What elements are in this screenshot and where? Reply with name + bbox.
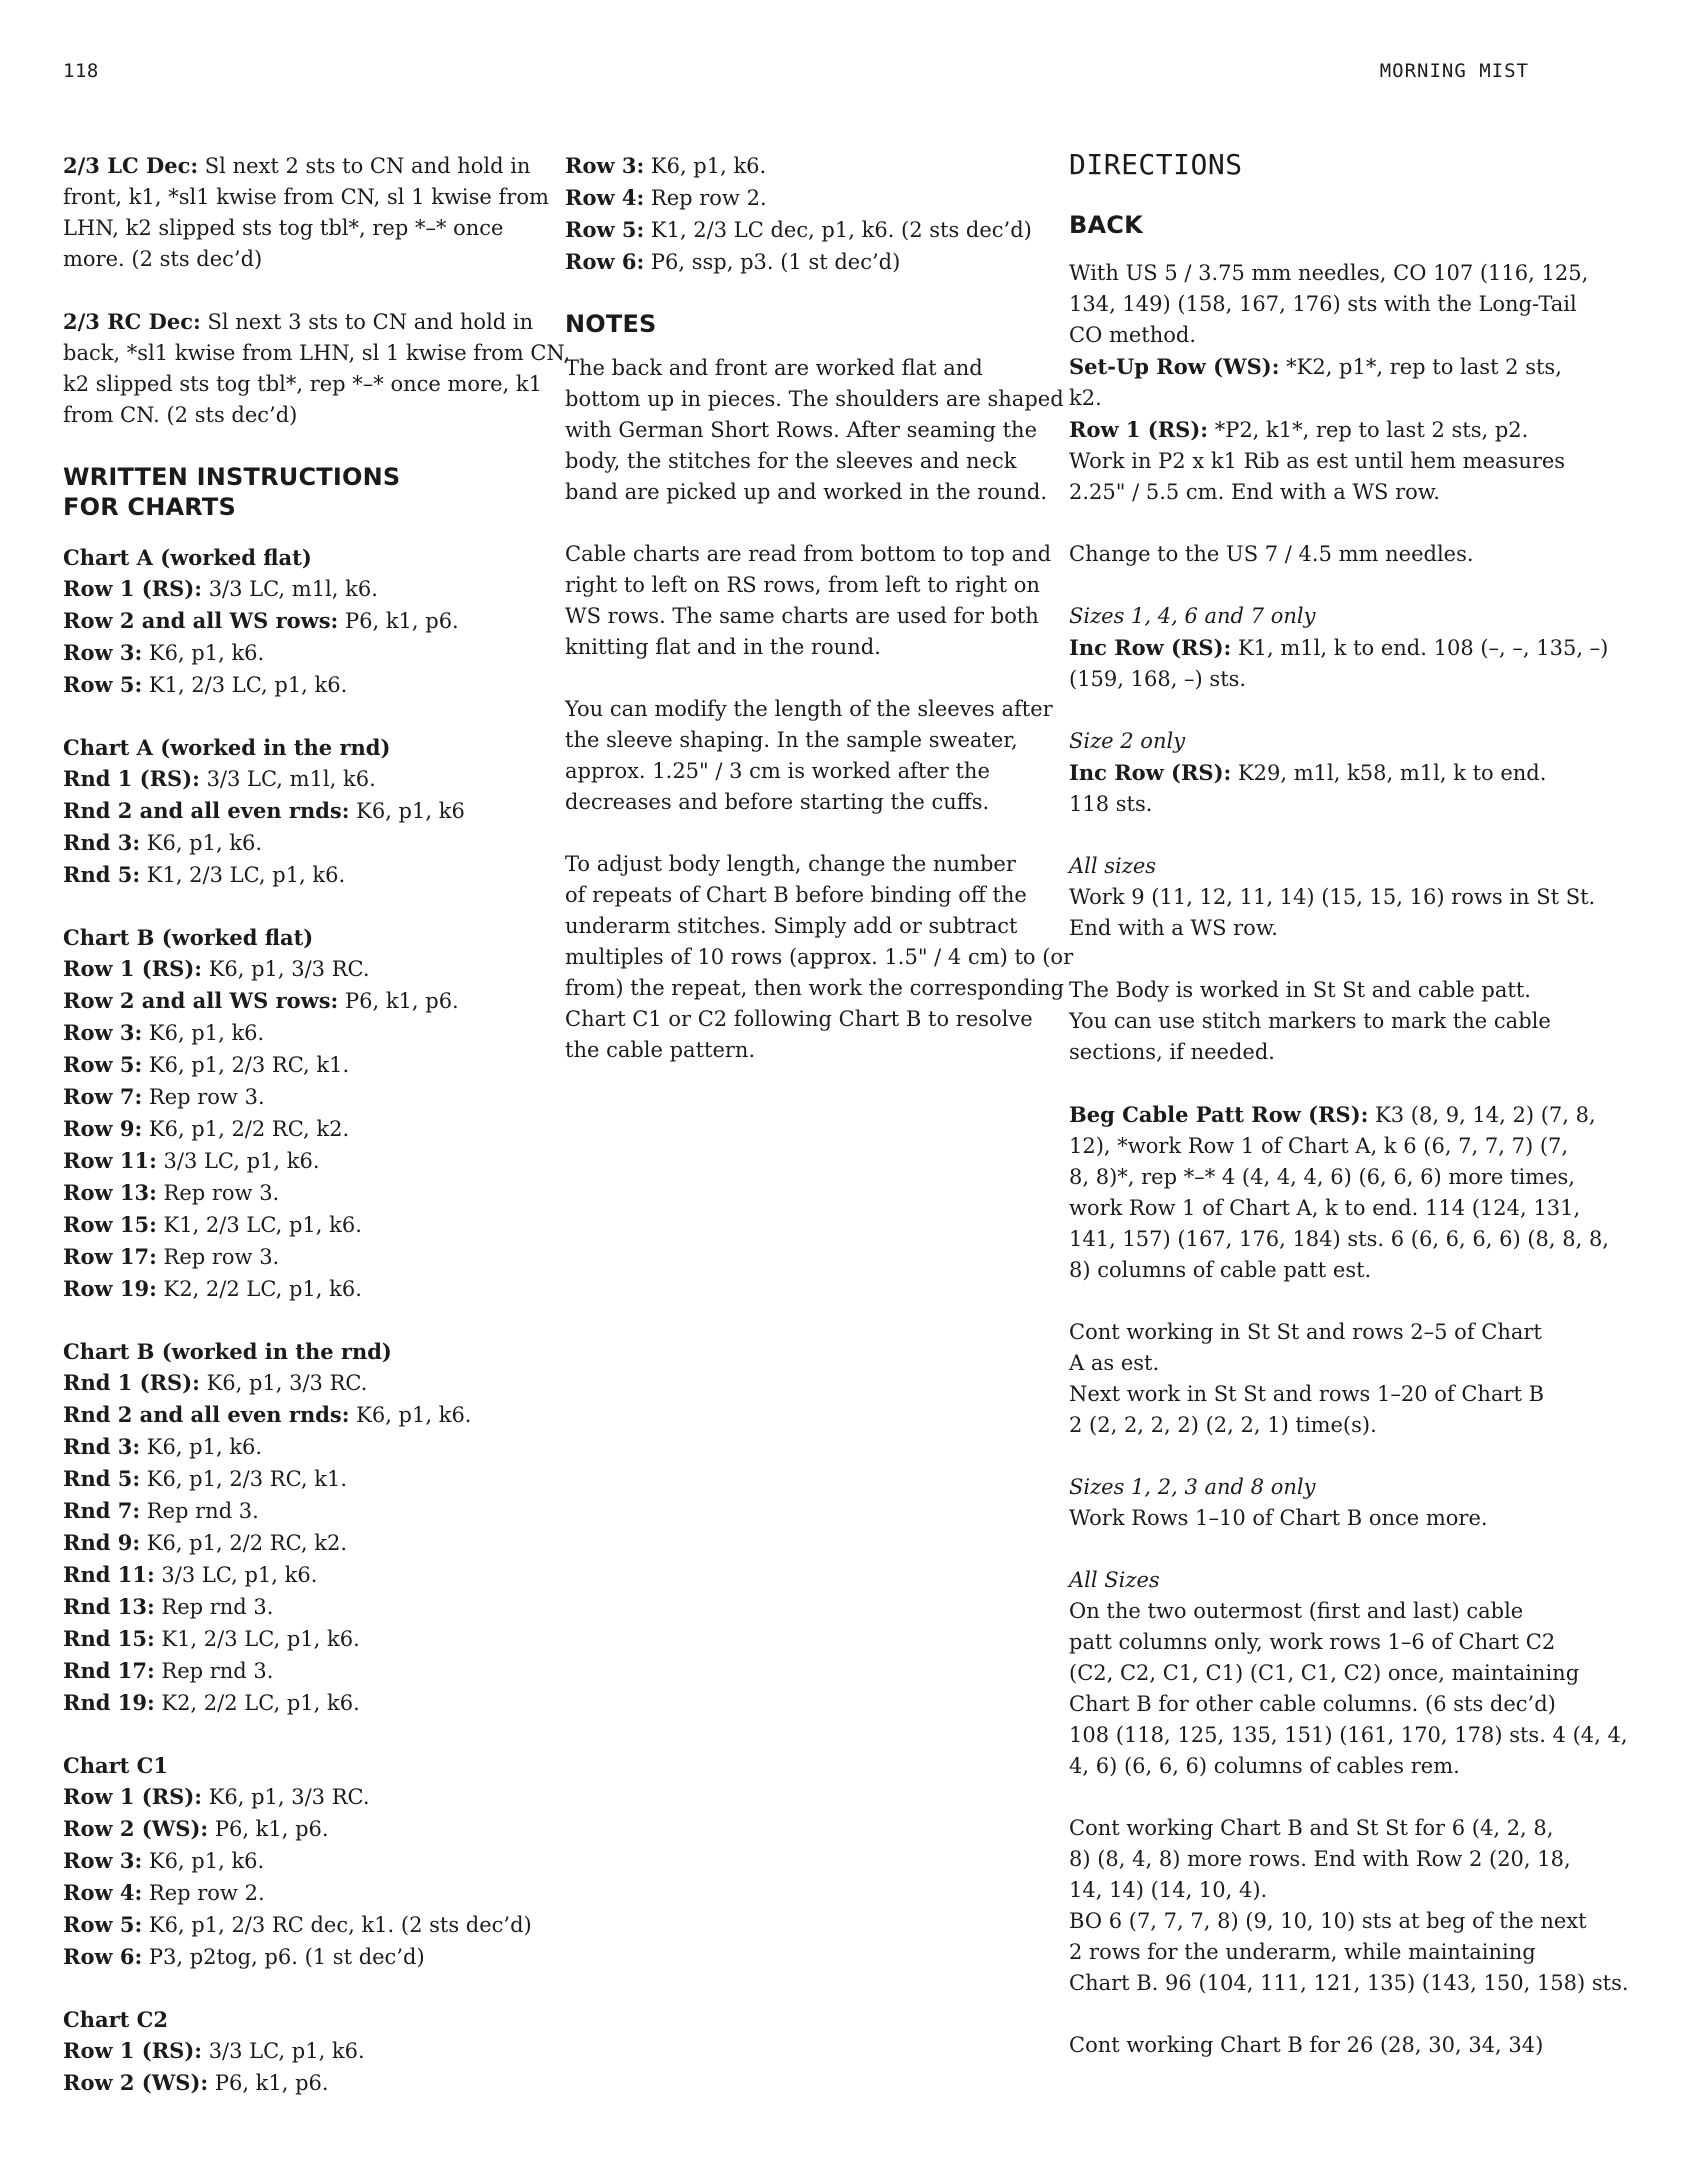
- instruction-row: [63, 1559, 525, 1591]
- text: *K2, p1*, rep to last 2 sts,: [1279, 355, 1562, 379]
- row-label: Row 2 (WS):: [63, 1816, 209, 1841]
- text-line: 2 (2, 2, 2, 2) (2, 2, 1) time(s).: [1069, 1413, 1377, 1437]
- instruction-row: [63, 1591, 525, 1623]
- sizes-1467-block: [1069, 601, 1609, 695]
- row-label: Row 1 (RS):: [1069, 417, 1209, 442]
- text-line: back, *sl1 kwise from LHN, sl 1 kwise from CN,: [63, 341, 571, 365]
- section-heading-notes: NOTES: [565, 310, 657, 338]
- text-line: 2 rows for the underarm, while maintaining: [1069, 1940, 1536, 1964]
- row-text: K1, 2/3 LC, p1, k6.: [156, 1213, 362, 1237]
- chart-title: Chart B (worked in the rnd): [63, 1339, 392, 1364]
- instruction-row: [63, 953, 525, 985]
- row-label: Rnd 11:: [63, 1562, 155, 1587]
- instruction-row: [63, 1877, 525, 1909]
- text-line: the cable pattern.: [565, 1038, 756, 1062]
- chart-c2: [63, 2004, 525, 2099]
- row-label: Row 9:: [63, 1116, 143, 1141]
- row-label: Row 5:: [63, 672, 143, 697]
- text-line: Work in P2 x k1 Rib as est until hem measures: [1069, 449, 1566, 473]
- chart-c1: [63, 1750, 532, 1973]
- text: *P2, k1*, rep to last 2 sts, p2.: [1208, 418, 1529, 442]
- text-line: from CN. (2 sts dec’d): [63, 403, 298, 427]
- row-label: Row 3:: [565, 153, 645, 178]
- sizes-1238-block: [1069, 1472, 1549, 1534]
- text-line: 8, 8)*, rep *–* 4 (4, 4, 4, 6) (6, 6, 6) more times,: [1069, 1165, 1575, 1189]
- section-heading-back: BACK: [1069, 211, 1143, 239]
- chart-title: Chart A (worked in the rnd): [63, 735, 391, 760]
- row-label: Row 13:: [63, 1180, 157, 1205]
- instruction-row: [565, 246, 1045, 278]
- row-label: Row 1 (RS):: [63, 576, 203, 601]
- chart-b-rnd: [63, 1336, 525, 1719]
- instruction-row: [63, 1241, 525, 1273]
- text-line: decreases and before starting the cuffs.: [565, 790, 990, 814]
- text-line: knitting flat and in the round.: [565, 635, 881, 659]
- row-label: Rnd 2 and all even rnds:: [63, 1402, 350, 1427]
- text-line: Chart B. 96 (104, 111, 121, 135) (143, 150, 158) sts.: [1069, 1971, 1629, 1995]
- row-text: 3/3 LC, p1, k6.: [202, 2039, 365, 2063]
- row-text: P6, k1, p6.: [208, 1817, 329, 1841]
- row-text: K6, p1, 3/3 RC.: [199, 1371, 368, 1395]
- text-line: the sleeve shaping. In the sample sweater,: [565, 728, 1018, 752]
- text-line: BO 6 (7, 7, 7, 8) (9, 10, 10) sts at beg of the next: [1069, 1909, 1587, 1933]
- instruction-row: [63, 1049, 525, 1081]
- chart-title: Chart C1: [63, 1753, 168, 1778]
- text-line: The back and front are worked flat and: [565, 356, 983, 380]
- row-text: K6, p1, 3/3 RC.: [202, 1785, 370, 1809]
- final-line: Cont working Chart B for 26 (28, 30, 34, 34): [1069, 2033, 1544, 2057]
- row-label: Row 2 and all WS rows:: [63, 608, 339, 633]
- text-line: multiples of 10 rows (approx. 1.5" / 4 cm) to (or: [565, 945, 1074, 969]
- row-label: Row 4:: [565, 185, 645, 210]
- instruction-row: [63, 1273, 525, 1305]
- size-note: Size 2 only: [1069, 729, 1186, 753]
- row-text: P6, k1, p6.: [338, 989, 459, 1013]
- notes-paragraph-3: [565, 694, 1053, 818]
- row-text: P6, k1, p6.: [208, 2071, 329, 2095]
- text-line: Work Rows 1–10 of Chart B once more.: [1069, 1506, 1488, 1530]
- row-label: Rnd 5:: [63, 862, 141, 887]
- row-label: Rnd 1 (RS):: [63, 766, 200, 791]
- text-line: Chart C1 or C2 following Chart B to resolve: [565, 1007, 1033, 1031]
- row-label: Row 6:: [565, 249, 645, 274]
- cast-on-block: [1069, 258, 1589, 508]
- cont-chart-b-block: [1069, 1813, 1629, 1999]
- row-label: Beg Cable Patt Row (RS):: [1069, 1102, 1369, 1127]
- instruction-row: [565, 214, 1045, 246]
- column-left: [63, 150, 571, 2130]
- cont-working-block: [1069, 1317, 1549, 1441]
- row-label: Rnd 2 and all even rnds:: [63, 798, 350, 823]
- text-line: 8) (8, 4, 8) more rows. End with Row 2 (20, 18,: [1069, 1847, 1571, 1871]
- rc-dec-definition: [63, 306, 571, 431]
- row-label: Rnd 3:: [63, 1434, 141, 1459]
- text-line: On the two outermost (first and last) cable: [1069, 1599, 1524, 1623]
- term: 2/3 RC Dec:: [63, 309, 201, 334]
- row-text: 3/3 LC, p1, k6.: [154, 1563, 318, 1587]
- notes-paragraph-2: [565, 539, 1052, 663]
- row-text: Rep rnd 3.: [140, 1499, 259, 1523]
- text-line: Cont working in St St and rows 2–5 of Chart: [1069, 1320, 1542, 1344]
- size-note: All sizes: [1069, 854, 1157, 878]
- text-line: 108 (118, 125, 135, 151) (161, 170, 178) sts. 4 (4, 4,: [1069, 1723, 1628, 1747]
- row-text: Rep row 2.: [644, 186, 767, 210]
- row-text: P6, ssp, p3. (1 st dec’d): [644, 250, 901, 274]
- row-label: Row 11:: [63, 1148, 157, 1173]
- row-text: K2, 2/2 LC, p1, k6.: [156, 1277, 362, 1301]
- instruction-row: [63, 1177, 525, 1209]
- text: K3 (8, 9, 14, 2) (7, 8,: [1368, 1103, 1596, 1127]
- row-label: Row 2 and all WS rows:: [63, 988, 339, 1013]
- row-label: Inc Row (RS):: [1069, 760, 1232, 785]
- term: 2/3 LC Dec:: [63, 153, 199, 178]
- instruction-row: [63, 1399, 525, 1431]
- column-right: [1069, 148, 1629, 2092]
- row-text: K6, p1, k6.: [142, 1021, 265, 1045]
- row-label: Row 1 (RS):: [63, 956, 203, 981]
- text-line: from) the repeat, then work the corresponding: [565, 976, 1065, 1000]
- row-text: K6, p1, 2/3 RC, k1.: [142, 1053, 350, 1077]
- row-text: Rep row 2.: [142, 1881, 265, 1905]
- row-text: K1, 2/3 LC, p1, k6.: [142, 673, 348, 697]
- row-label: Row 6:: [63, 1944, 143, 1969]
- instruction-row: [63, 1527, 525, 1559]
- text-line: Cont working Chart B and St St for 6 (4, 2, 8,: [1069, 1816, 1554, 1840]
- row-label: Rnd 3:: [63, 830, 141, 855]
- all-sizes-block-2: [1069, 1565, 1628, 1782]
- row-text: K6, p1, k6.: [349, 1403, 472, 1427]
- row-text: K6, p1, k6: [349, 799, 465, 823]
- text-line: k2 slipped sts tog tbl*, rep *–* once more, k1: [63, 372, 542, 396]
- text-line: A as est.: [1069, 1351, 1160, 1375]
- text-line: right to left on RS rows, from left to right on: [565, 573, 1040, 597]
- row-label: Row 4:: [63, 1880, 143, 1905]
- row-text: K6, p1, 2/2 RC, k2.: [140, 1531, 348, 1555]
- text-line: k2.: [1069, 386, 1102, 410]
- instruction-row: [63, 669, 525, 701]
- row-label: Rnd 17:: [63, 1658, 155, 1683]
- chart-b-flat: [63, 922, 525, 1305]
- row-label: Row 5:: [565, 217, 645, 242]
- row-text: Rep row 3.: [156, 1181, 280, 1205]
- row-text: K6, p1, k6.: [142, 1849, 265, 1873]
- row-label: Row 7:: [63, 1084, 143, 1109]
- instruction-row: [63, 2035, 525, 2067]
- text-line: LHN, k2 slipped sts tog tbl*, rep *–* once: [63, 216, 504, 240]
- instruction-row: [63, 763, 525, 795]
- text-line: To adjust body length, change the number: [565, 852, 1016, 876]
- text-line: band are picked up and worked in the round.: [565, 480, 1048, 504]
- change-needles: Change to the US 7 / 4.5 mm needles.: [1069, 542, 1474, 566]
- text-line: 118 sts.: [1069, 792, 1153, 816]
- chart-c2-continued: [565, 150, 1045, 278]
- row-text: K6, p1, k6.: [644, 154, 767, 178]
- row-label: Rnd 1 (RS):: [63, 1370, 200, 1395]
- row-label: Row 1 (RS):: [63, 1784, 203, 1809]
- row-label: Rnd 9:: [63, 1530, 141, 1555]
- row-text: P6, k1, p6.: [338, 609, 459, 633]
- row-text: K6, p1, 2/3 RC dec, k1. (2 sts dec’d): [142, 1913, 532, 1937]
- notes-paragraph-1: [565, 353, 1064, 508]
- text-line: bottom up in pieces. The shoulders are shaped: [565, 387, 1064, 411]
- text-line: End with a WS row.: [1069, 916, 1278, 940]
- instruction-row: [63, 573, 525, 605]
- size-note: Sizes 1, 2, 3 and 8 only: [1069, 1475, 1316, 1499]
- instruction-row: [63, 2067, 525, 2099]
- text-line: You can modify the length of the sleeves after: [565, 697, 1053, 721]
- section-heading-directions: DIRECTIONS: [1069, 148, 1243, 181]
- row-label: Rnd 7:: [63, 1498, 141, 1523]
- text-line: Next work in St St and rows 1–20 of Chart B: [1069, 1382, 1545, 1406]
- lc-dec-definition: [63, 150, 549, 275]
- row-text: K6, p1, 2/2 RC, k2.: [142, 1117, 350, 1141]
- text-line: 134, 149) (158, 167, 176) sts with the Long-Tail: [1069, 292, 1577, 316]
- all-sizes-block-1: [1069, 851, 1596, 944]
- row-text: K1, 2/3 LC, p1, k6.: [154, 1627, 360, 1651]
- instruction-row: [63, 827, 525, 859]
- row-text: Rep row 3.: [156, 1245, 280, 1269]
- row-label: Row 3:: [63, 1020, 143, 1045]
- instruction-row: [63, 1431, 525, 1463]
- instruction-row: [63, 605, 525, 637]
- size-note: All Sizes: [1069, 1568, 1160, 1592]
- row-label: Row 15:: [63, 1212, 157, 1237]
- instruction-row: [63, 795, 525, 827]
- text: K1, m1l, k to end. 108 (–, –, 135, –): [1231, 636, 1609, 660]
- text-line: of repeats of Chart B before binding off the: [565, 883, 1027, 907]
- row-label: Rnd 13:: [63, 1594, 155, 1619]
- instruction-row: [63, 1909, 532, 1941]
- row-label: Row 1 (RS):: [63, 2038, 203, 2063]
- text-line: (C2, C2, C1, C1) (C1, C1, C2) once, maintaining: [1069, 1661, 1580, 1685]
- text-line: The Body is worked in St St and cable patt.: [1069, 978, 1531, 1002]
- row-label: Row 17:: [63, 1244, 157, 1269]
- row-text: K1, 2/3 LC dec, p1, k6. (2 sts dec’d): [644, 218, 1032, 242]
- text-line: body, the stitches for the sleeves and neck: [565, 449, 1017, 473]
- text-line: work Row 1 of Chart A, k to end. 114 (124, 131,: [1069, 1196, 1581, 1220]
- text-line: patt columns only, work rows 1–6 of Chart C2: [1069, 1630, 1556, 1654]
- row-text: K1, 2/3 LC, p1, k6.: [140, 863, 346, 887]
- text-line: 141, 157) (167, 176, 184) sts. 6 (6, 6, 6, 6) (8, 8, 8,: [1069, 1227, 1609, 1251]
- row-label: Rnd 19:: [63, 1690, 155, 1715]
- text-line: You can use stitch markers to mark the cable: [1069, 1009, 1551, 1033]
- row-label: Row 5:: [63, 1052, 143, 1077]
- row-text: 3/3 LC, m1l, k6.: [199, 767, 376, 791]
- text-line: With US 5 / 3.75 mm needles, CO 107 (116, 125,: [1069, 261, 1589, 285]
- section-heading-written-instructions: WRITTEN INSTRUCTIONS FOR CHARTS: [63, 463, 401, 521]
- instruction-row: [63, 1209, 525, 1241]
- instruction-row: [63, 859, 525, 891]
- row-label: Row 3:: [63, 1848, 143, 1873]
- text-line: Work 9 (11, 12, 11, 14) (15, 15, 16) rows in St St.: [1069, 885, 1596, 909]
- row-text: K6, p1, k6.: [142, 641, 265, 665]
- chart-a-rnd: [63, 732, 525, 891]
- instruction-row: [63, 1145, 525, 1177]
- row-label: Rnd 5:: [63, 1466, 141, 1491]
- text-line: more. (2 sts dec’d): [63, 247, 263, 271]
- column-middle: [565, 150, 1074, 1097]
- row-label: Set-Up Row (WS):: [1069, 354, 1280, 379]
- row-label: Row 5:: [63, 1912, 143, 1937]
- instruction-row: [63, 1845, 525, 1877]
- row-text: K6, p1, 3/3 RC.: [202, 957, 370, 981]
- row-text: Rep rnd 3.: [154, 1595, 274, 1619]
- row-text: Rep row 3.: [142, 1085, 265, 1109]
- row-text: 3/3 LC, m1l, k6.: [202, 577, 378, 601]
- row-label: Row 3:: [63, 640, 143, 665]
- row-text: P3, p2tog, p6. (1 st dec’d): [142, 1945, 425, 1969]
- instruction-row: [63, 985, 525, 1017]
- text-line: Cable charts are read from bottom to top and: [565, 542, 1052, 566]
- instruction-row: [63, 1017, 525, 1049]
- instruction-row: [63, 1941, 525, 1973]
- row-text: K6, p1, k6.: [140, 1435, 263, 1459]
- text-line: 8) columns of cable patt est.: [1069, 1258, 1372, 1282]
- text-line: WS rows. The same charts are used for both: [565, 604, 1039, 628]
- row-text: Rep rnd 3.: [154, 1659, 274, 1683]
- row-label: Row 19:: [63, 1276, 157, 1301]
- text-line: approx. 1.25" / 3 cm is worked after the: [565, 759, 990, 783]
- text-line: Chart B for other cable columns. (6 sts dec’d): [1069, 1692, 1556, 1716]
- row-text: 3/3 LC, p1, k6.: [156, 1149, 320, 1173]
- size-2-block: [1069, 726, 1549, 820]
- instruction-row: [565, 182, 1045, 214]
- row-text: K6, p1, k6.: [140, 831, 263, 855]
- instruction-row: [565, 150, 1045, 182]
- instruction-row: [63, 1113, 525, 1145]
- beg-lines: [1069, 1131, 1609, 1286]
- text-line: underarm stitches. Simply add or subtract: [565, 914, 1018, 938]
- size-note: Sizes 1, 4, 6 and 7 only: [1069, 604, 1316, 628]
- text-line: (159, 168, –) sts.: [1069, 667, 1247, 691]
- text-line: 4, 6) (6, 6, 6) columns of cables rem.: [1069, 1754, 1460, 1778]
- row-label: Rnd 15:: [63, 1626, 155, 1651]
- instruction-row: [63, 1687, 525, 1719]
- chart-title: Chart B (worked flat): [63, 925, 314, 950]
- text-line: 2.25" / 5.5 cm. End with a WS row.: [1069, 480, 1440, 504]
- outer-lines: [1069, 1596, 1628, 1782]
- instruction-row: [63, 1367, 525, 1399]
- instruction-row: [63, 1623, 525, 1655]
- chart-a-flat: [63, 542, 525, 701]
- instruction-row: [63, 1463, 525, 1495]
- text: Sl next 2 sts to CN and hold in: [198, 154, 531, 178]
- chart-title: Chart C2: [63, 2007, 168, 2032]
- text: K29, m1l, k58, m1l, k to end.: [1231, 761, 1547, 785]
- instruction-row: [63, 1495, 525, 1527]
- running-head: MORNING MIST: [1379, 60, 1529, 82]
- instruction-row: [63, 1655, 525, 1687]
- row-label: Row 2 (WS):: [63, 2070, 209, 2095]
- row-label: Inc Row (RS):: [1069, 635, 1232, 660]
- text: Sl next 3 sts to CN and hold in: [200, 310, 534, 334]
- beg-cable-patt-block: [1069, 1099, 1609, 1286]
- row-text: K2, 2/2 LC, p1, k6.: [154, 1691, 360, 1715]
- row-text: K6, p1, 2/3 RC, k1.: [140, 1467, 348, 1491]
- text-line: 12), *work Row 1 of Chart A, k 6 (6, 7, 7, 7) (7,: [1069, 1134, 1569, 1158]
- page-number: 118: [63, 60, 99, 82]
- text-line: CO method.: [1069, 323, 1197, 347]
- notes-paragraph-4: [565, 849, 1074, 1066]
- body-paragraph: [1069, 975, 1549, 1068]
- text-line: with German Short Rows. After seaming the: [565, 418, 1038, 442]
- instruction-row: [63, 1781, 525, 1813]
- chart-title: Chart A (worked flat): [63, 545, 312, 570]
- instruction-row: [63, 637, 525, 669]
- instruction-row: [63, 1813, 525, 1845]
- instruction-row: [63, 1081, 525, 1113]
- text-line: front, k1, *sl1 kwise from CN, sl 1 kwise from: [63, 185, 549, 209]
- text-line: sections, if needed.: [1069, 1040, 1275, 1064]
- text-line: 14, 14) (14, 10, 4).: [1069, 1878, 1268, 1902]
